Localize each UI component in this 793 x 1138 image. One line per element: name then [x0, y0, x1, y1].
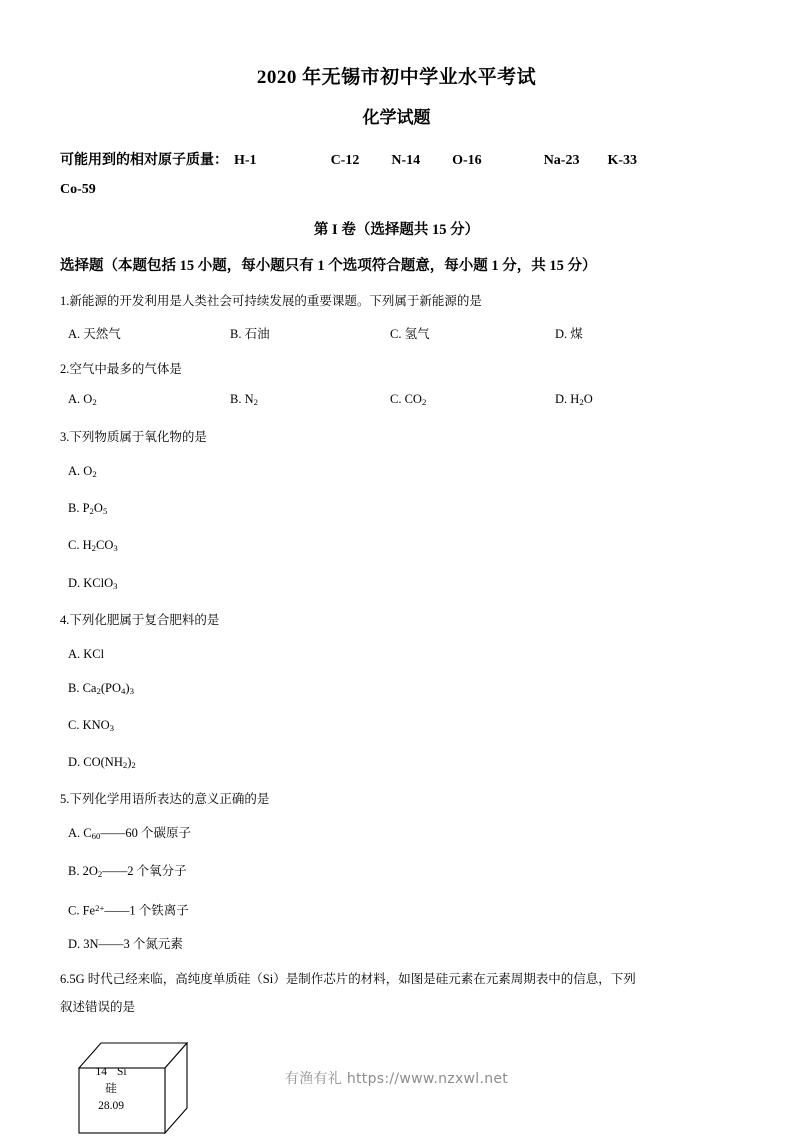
atomic-mass-n: N-14: [391, 153, 421, 168]
question-5-option-a[interactable]: A. $C_{60}——60$ 个碳原子: [68, 826, 192, 842]
atomic-mass-na: Na-23: [543, 153, 580, 168]
question-1-option-a[interactable]: A. 天然气: [68, 327, 121, 341]
question-3-option-c[interactable]: C. $H_2CO_3$: [68, 538, 118, 554]
atomic-mass-label: 可能用到的相对原子质量：: [60, 153, 228, 168]
question-2-option-a[interactable]: A. $O_2$: [68, 392, 97, 408]
footer-watermark: 有渔有礼 https://www.nzxwl.net: [284, 1071, 509, 1087]
question-3-option-d[interactable]: D. KClO$_3$: [68, 575, 118, 591]
page-title: 2020 年无锡市初中学业水平考试: [256, 67, 537, 88]
question-4-option-b[interactable]: B. $Ca_2(PO_4)_3$: [68, 680, 134, 696]
atomic-mass-h: H-1: [234, 153, 257, 168]
atomic-mass-o: O-16: [452, 153, 482, 168]
silicon-atomic-number: 14: [95, 1066, 107, 1079]
section-heading: 选择题（本题包括 15 小题，每小题只有 1 个选项符合题意，每小题 1 分，共 15 分）: [60, 258, 597, 274]
question-3-option-a[interactable]: A. $O_2$: [68, 464, 97, 480]
question-5-option-c[interactable]: C. $Fe^{2+}——1$ 个铁离子: [68, 902, 189, 918]
question-2-stem: 2.空气中最多的气体是: [60, 362, 182, 376]
silicon-element-cube-icon: [78, 1042, 188, 1134]
atomic-mass-k: K-33: [607, 153, 638, 168]
question-5-option-b[interactable]: B. $2O_2——2$ 个氧分子: [68, 863, 187, 879]
question-4-option-d[interactable]: D. $CO(NH_2)_2$: [68, 755, 136, 771]
question-5-stem: 5.下列化学用语所表达的意义正确的是: [60, 792, 270, 807]
question-2-options: [60, 392, 733, 414]
atomic-mass-line-2: Co-59: [60, 182, 96, 197]
question-3-stem: 3.下列物质属于氧化物的是: [60, 430, 207, 444]
question-4-stem: 4.下列化肥属于复合肥料的是: [60, 612, 220, 627]
question-4-option-c[interactable]: C. $KNO_3$: [68, 717, 115, 734]
question-2-option-b[interactable]: B. $N_2$: [230, 392, 258, 408]
silicon-chinese-name: 硅: [105, 1083, 117, 1096]
question-1-option-b[interactable]: B. 石油: [230, 327, 270, 341]
question-1-options: [60, 324, 733, 346]
question-2-option-d[interactable]: D. $H_2O$: [555, 392, 593, 408]
part-title: 第 I 卷（选择题共 15 分）: [313, 222, 480, 238]
silicon-atomic-mass: 28.09: [98, 1100, 124, 1113]
silicon-symbol: Si: [116, 1066, 127, 1079]
page-subtitle: 化学试题: [362, 108, 431, 127]
question-3-option-b[interactable]: B. $P_2O_5$: [68, 501, 108, 517]
question-6-stem-line-1: 6.5G 时代己经来临，高纯度单质硅（Si）是制作芯片的材料，如图是硅元素在元素周期表中的信息，下列: [60, 972, 636, 987]
atomic-mass-c: C-12: [330, 153, 360, 168]
question-4-option-a[interactable]: A. KCl: [68, 646, 105, 661]
question-1-option-c[interactable]: C. 氢气: [390, 327, 430, 341]
question-6-stem-line-2: 叙述错误的是: [60, 1000, 136, 1015]
question-2-option-c[interactable]: C. $CO_2$: [390, 392, 427, 408]
question-1-option-d[interactable]: D. 煤: [555, 327, 583, 341]
atomic-mass-line-1: [60, 148, 733, 174]
question-5-option-d[interactable]: D. 3N——3 个氮元素: [68, 937, 183, 952]
question-1-stem: 1.新能源的开发利用是人类社会可持续发展的重要课题。下列属于新能源的是: [60, 294, 482, 308]
